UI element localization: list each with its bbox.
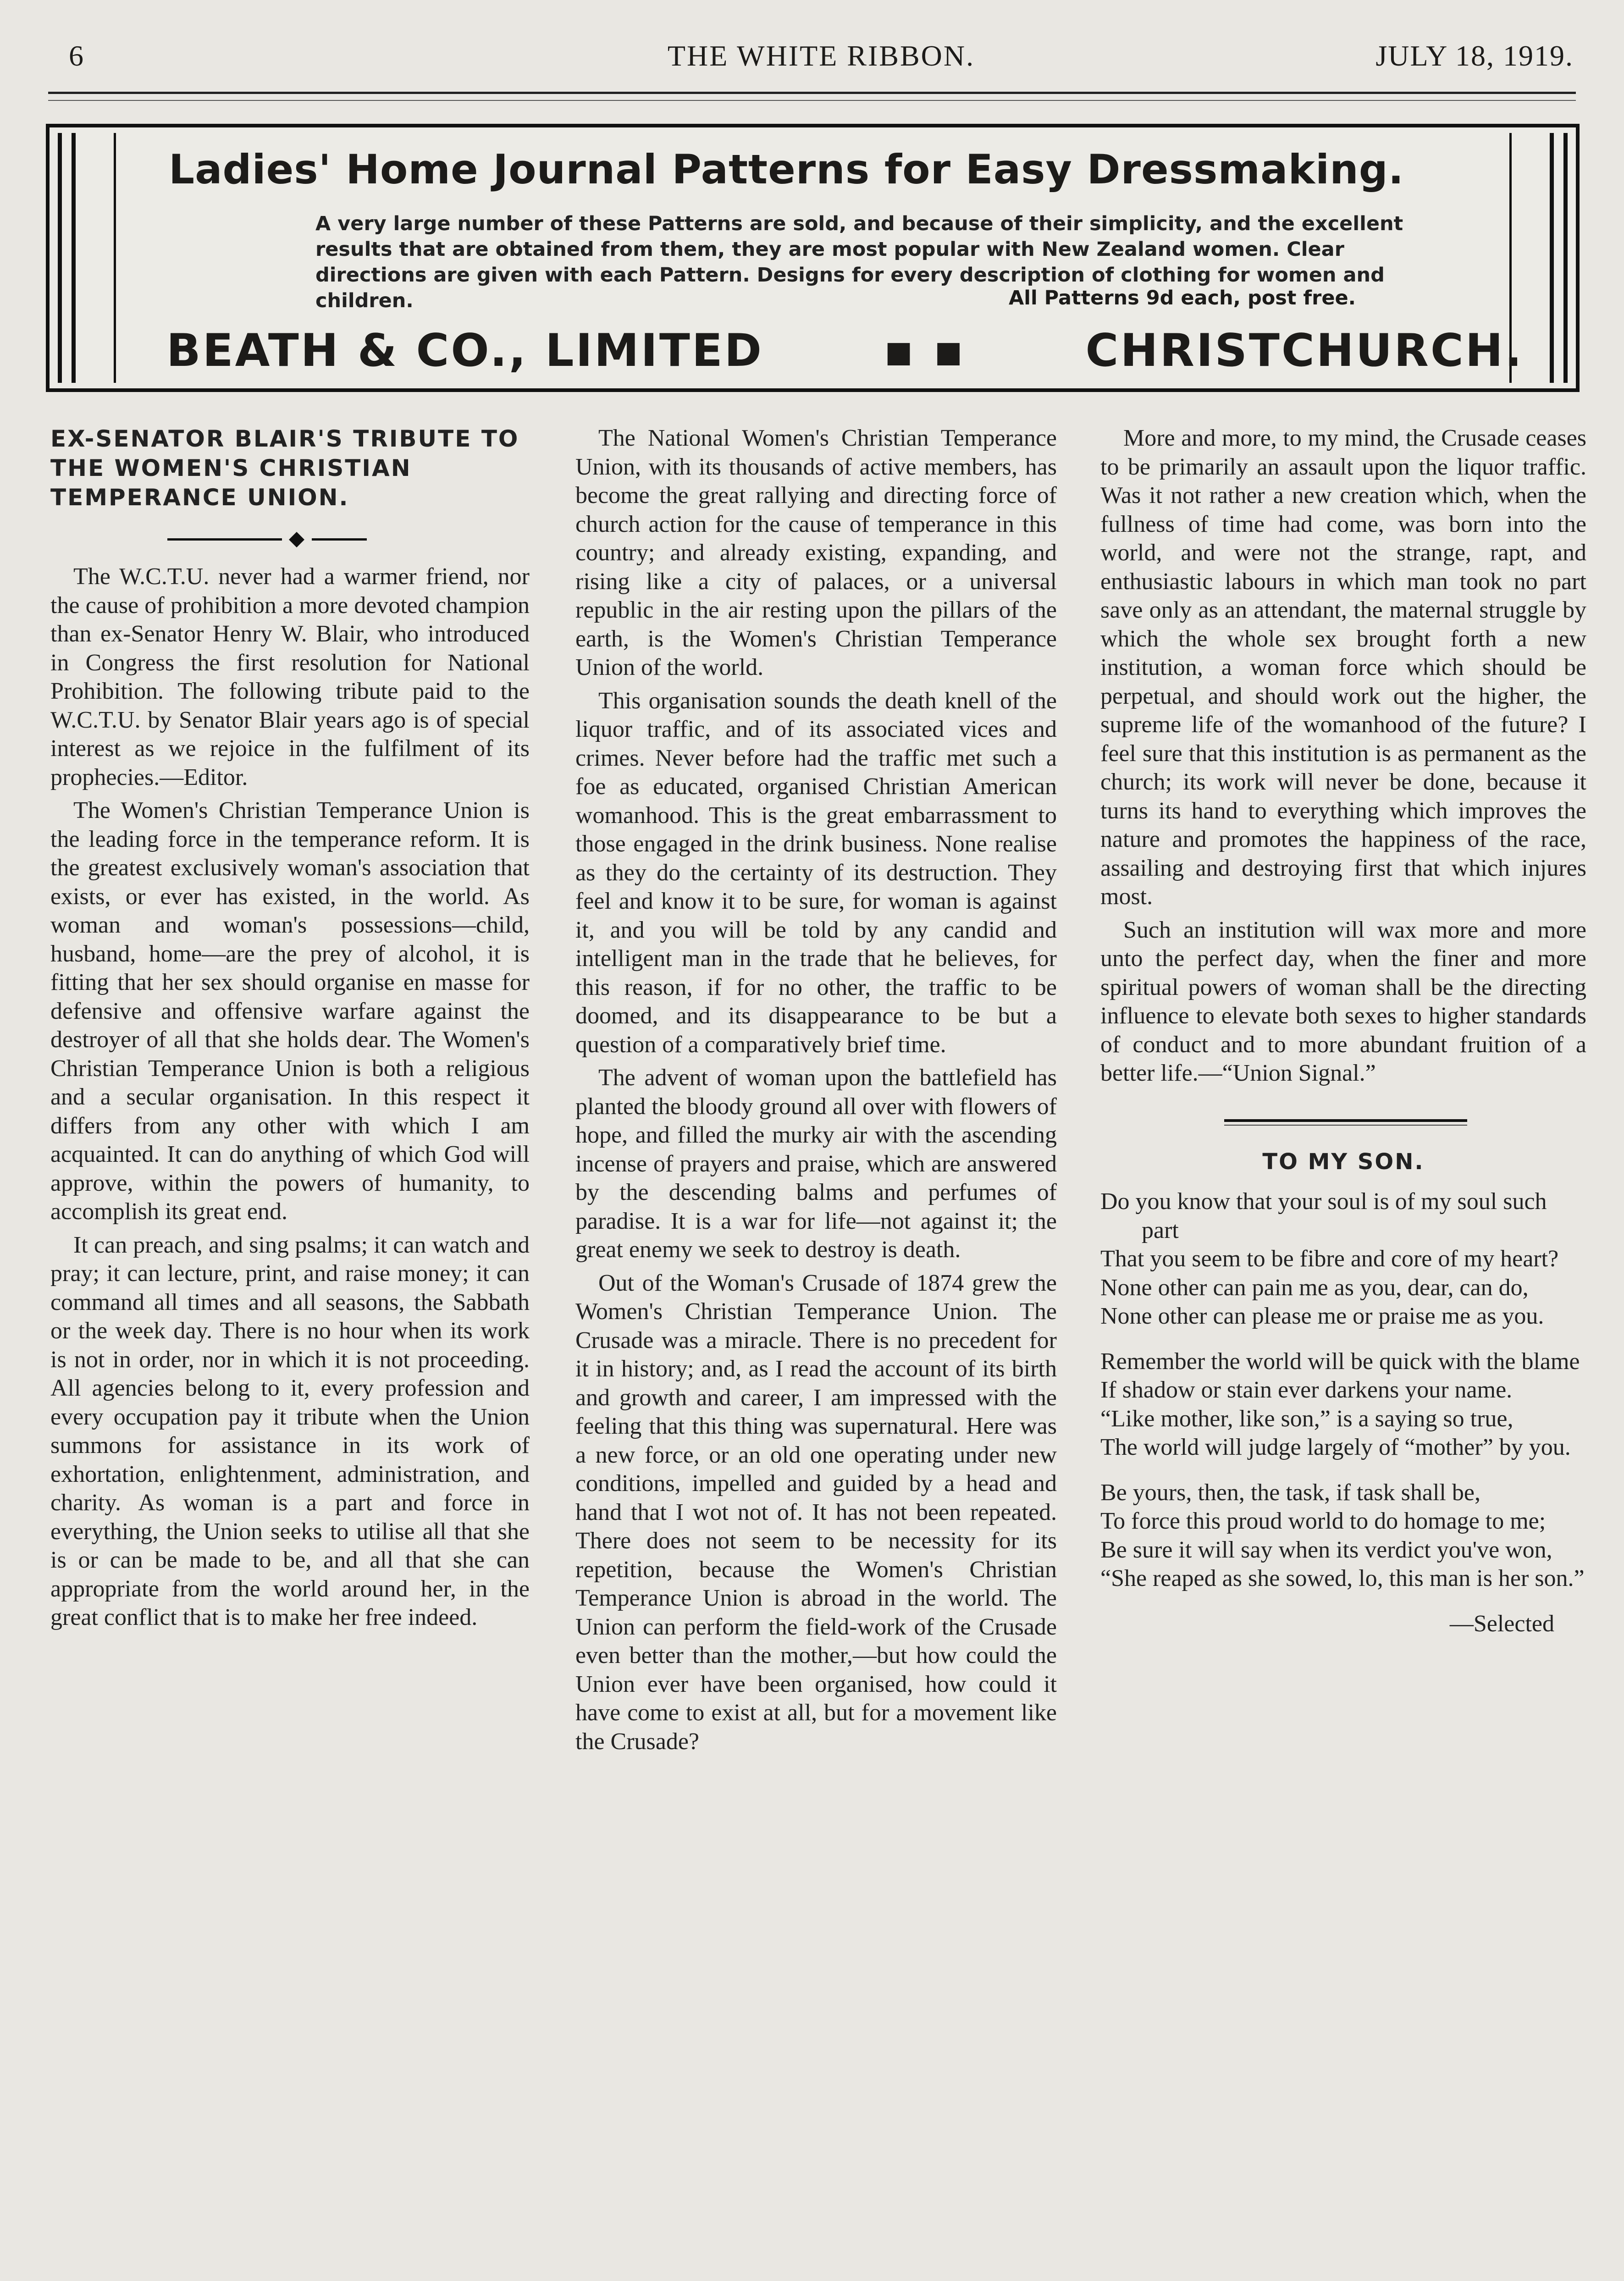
poem-line: To force this proud world to do homage to me; xyxy=(1100,1508,1546,1534)
poem-attribution: —Selected xyxy=(1449,1610,1554,1637)
issue-date: JULY 18, 1919. xyxy=(1375,39,1574,72)
poem-line: That you seem to be fibre and core of my heart? xyxy=(1100,1246,1559,1272)
ad-description: A very large number of these Patterns are sold, and because of their simplicity, and the excellent results that are obtained from them, they are most popular with New Zealand women. Clear directions are given with each Pattern. Designs for every description of clothing for women and children. xyxy=(315,212,1403,312)
article-paragraph: This organisation sounds the death knell of the liquor traffic, and of its associated vices and crimes. Never before had the traffic met such a foe as educated, organised Christian American womanhood. This is the great embarrassment to those engaged in the drink business. None realise as they do the certainty of its destruction. They feel and know it to be sure, for woman is against it, and you will be told by any candid and intelligent man in the trade that he believes, for this reason, if for no other, the traffic to be doomed, and its disappearance to be but a question of a comparatively brief time. xyxy=(575,687,1057,1058)
ad-city: CHRISTCHURCH. xyxy=(1085,325,1524,377)
poem-line: “Like mother, like son,” is a saying so true, xyxy=(1100,1405,1514,1432)
poem-title: TO MY SON. xyxy=(1262,1149,1425,1175)
publication-title: THE WHITE RIBBON. xyxy=(667,39,975,72)
poem-line: Remember the world will be quick with the blame xyxy=(1100,1348,1580,1375)
ad-border-bar xyxy=(114,133,116,383)
column-1 xyxy=(50,424,530,1637)
poem-stanza xyxy=(1100,1348,1586,1462)
article-paragraph: The National Women's Christian Temperance Union, with its thousands of active members, has become the great rallying and directing force of church action for the cause of temperance in this country; and already existing, expanding, and rising like a city of palaces, or a universal republic in the air resting upon the pillars of the earth, is the Women's Christian Temperance Union of the world. xyxy=(575,425,1057,680)
poem-line: If shadow or stain ever darkens your name. xyxy=(1100,1377,1513,1403)
poem-line: None other can pain me as you, dear, can do, xyxy=(1100,1274,1529,1301)
ad-border-bar xyxy=(1550,133,1554,383)
article-paragraph: The Women's Christian Temperance Union is the leading force in the temperance reform. It is the greatest exclusively woman's association that exists, or ever has existed, in the world. As woman and woman's possessions—child, husband, home—are the prey of alcohol, it is fitting that her sex should organise en masse for defensive and offensive warfare against the destroyer of all that she holds dear. The Women's Christian Temperance Union is both a religious and a secular organisation. In this respect it differs from any other with which I am acquainted. It can do anything of which God will approve, within the powers of humanity, to accomplish its great end. xyxy=(50,797,530,1225)
article-headline: EX-SENATOR BLAIR'S TRIBUTE TO THE WOMEN'S CHRISTIAN TEMPERANCE UNION. xyxy=(50,425,519,511)
article-paragraph: The advent of woman upon the battlefield has planted the bloody ground all over with flowers of hope, and filled the murky air with the ascending incense of prayers and praise, which are answered by the descending balms and perfumes of paradise. It is a war for life—not against it; the great enemy we seek to destroy is death. xyxy=(575,1065,1057,1263)
ad-title: Ladies' Home Journal Patterns for Easy Dressmaking. xyxy=(169,146,1404,193)
ad-price: All Patterns 9d each, post free. xyxy=(1008,287,1356,309)
ad-firm-name: BEATH & CO., LIMITED xyxy=(166,325,764,377)
poem-line: “She reaped as she sowed, lo, this man is her son.” xyxy=(1100,1565,1585,1591)
ad-border-bar xyxy=(58,133,62,383)
article-paragraph: Such an institution will wax more and more unto the perfect day, when the finer and more spiritual powers of woman shall be the directing influence to elevate both sexes to higher standards of conduct and to more abundant fruition of a better life.—“Union Signal.” xyxy=(1100,917,1586,1086)
article-paragraph: Out of the Woman's Crusade of 1874 grew the Women's Christian Temperance Union. The Crusade was a miracle. There is no precedent for it in history; and, as I read the account of its birth and growth and career, I am impressed with the feeling that this thing was supernatural. Here was a new force, or an old one operating under new conditions, impelled and guided by a head and hand that I wot not of. It has not been repeated. There does not seem to be necessity for its repetition, because the Women's Christian Temperance Union is abroad in the world. The Union can perform the field-work of the Crusade even better than the mother,—but how could the Union ever have been organised, how could it have come to exist at all, but for a movement like the Crusade? xyxy=(575,1270,1057,1755)
ad-firm-line xyxy=(166,325,1524,377)
article-paragraph: The W.C.T.U. never had a warmer friend, nor the cause of prohibition a more devoted champion than ex-Senator Henry W. Blair, who introduced in Congress the first resolution for National Prohibition. The following tribute paid to the W.C.T.U. by Senator Blair years ago is of special interest as we rejoice in the fulfilment of its prophecies.—Editor. xyxy=(50,563,530,790)
poem-stanza xyxy=(1100,1187,1586,1331)
ad-border-bar xyxy=(1563,133,1568,383)
headline-ornament xyxy=(50,530,530,549)
running-head xyxy=(69,39,1574,85)
header-rule-thin xyxy=(48,100,1576,101)
poem-line: Be yours, then, the task, if task shall be, xyxy=(1100,1479,1480,1506)
article-paragraph: It can preach, and sing psalms; it can watch and pray; it can lecture, print, and raise money; it can command all times and all seasons, the Sabbath or the week day. There is no hour when its work is not in order, nor in which it is not proceeding. All agencies belong to it, every profession and every occupation pay it tribute when the Union summons for assistance in its work of exhortation, enlightenment, administration, and charity. As woman is a part and force in everything, the Union seeks to utilise all that she is or can be made to be, and all that she can appropriate from the world around her, in the great conflict that is to make her free indeed. xyxy=(50,1232,530,1630)
column-2 xyxy=(575,424,1057,1761)
poem-stanza xyxy=(1100,1479,1586,1593)
article-paragraph: More and more, to my mind, the Crusade ceases to be primarily an assault upon the liquor traffic. Was it not rather a new creation which, when the fullness of time had come, was born into the world, and were not the strange, rapt, and enthusiastic labours in which man took no part save only as an attendant, the maternal struggle by which the whole sex brought forth a new institution, a woman force which should be perpetual, and should work out the higher, the supreme life of the womanhood of the future? I feel sure that this institution is as permanent as the church; its work will never be done, because it turns its hand to everything which improves the nature and promotes the happiness of the race, assailing and destroying first that which injures most. xyxy=(1100,425,1586,910)
ad-separator: ▪ ▪ xyxy=(883,325,966,377)
ad-border-bar xyxy=(72,133,76,383)
section-divider xyxy=(1100,1116,1586,1129)
header-rule xyxy=(48,92,1576,94)
poem-line: The world will judge largely of “mother” by you. xyxy=(1100,1434,1571,1460)
poem-line: None other can please me or praise me as you. xyxy=(1100,1303,1544,1329)
poem-line: Do you know that your soul is of my soul such part xyxy=(1100,1188,1547,1243)
poem-line: Be sure it will say when its verdict you've won, xyxy=(1100,1536,1552,1563)
column-3 xyxy=(1100,424,1586,1638)
advertisement-box xyxy=(46,124,1580,392)
page-number: 6 xyxy=(69,39,83,72)
